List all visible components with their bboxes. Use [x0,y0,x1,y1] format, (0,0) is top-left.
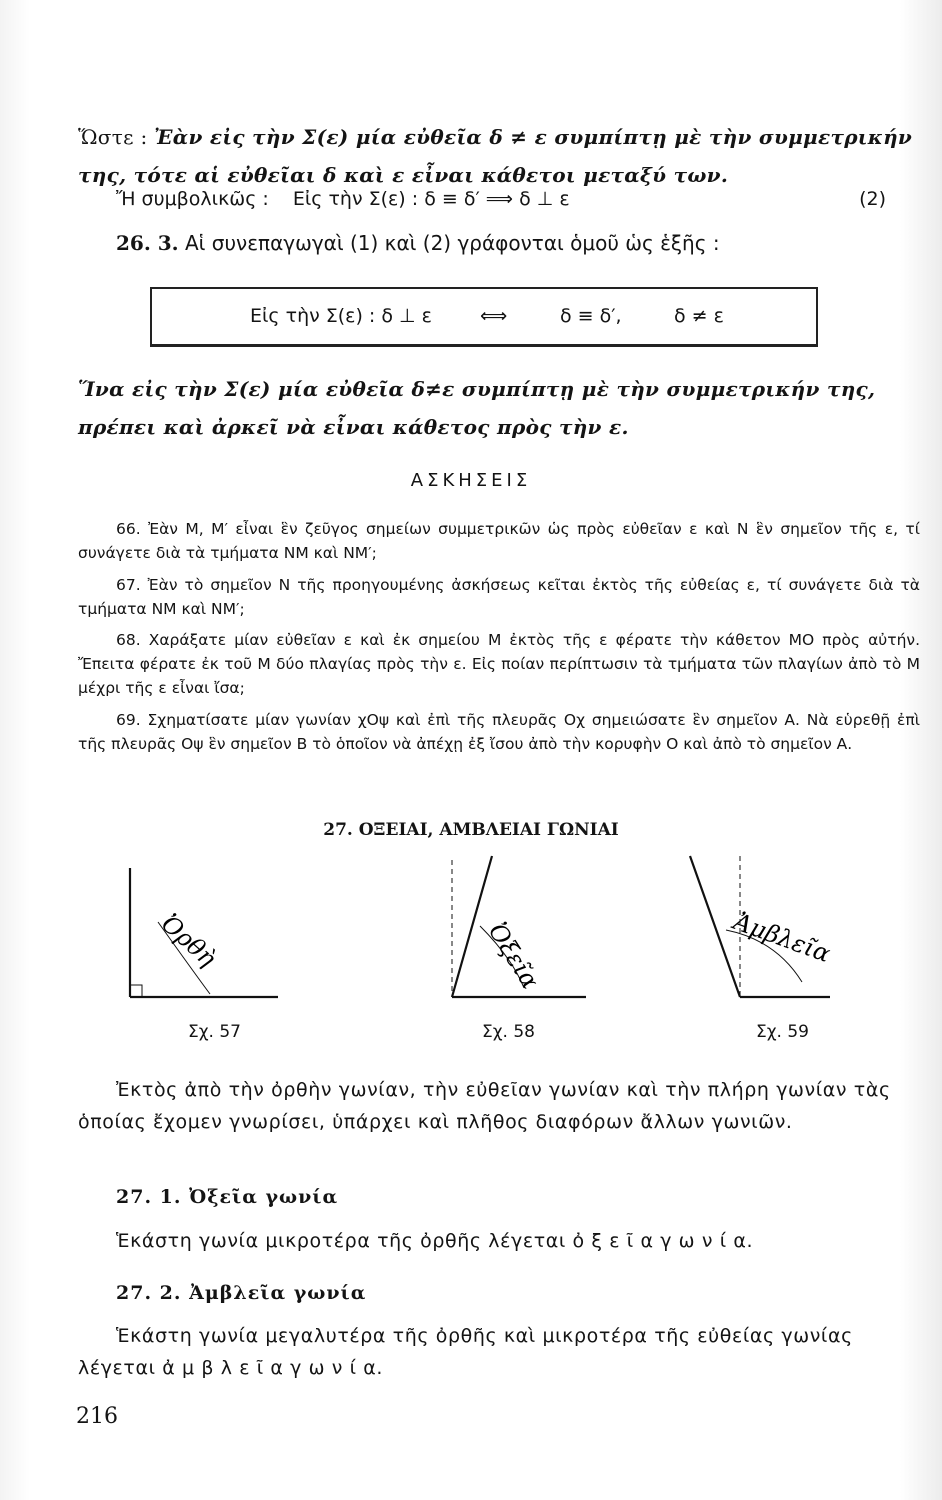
exercise-66: 66. Ἐὰν Μ, Μ′ εἶναι ἓν ζεῦγος σημείων συμμετρικῶν ὡς πρὸς εὐθεῖαν ε καὶ Ν ἓν σημεῖον τῆς ε, τί συνάγετε διὰ τὰ τμήματα ΝΜ καὶ ΝΜ′; [78,520,920,562]
exercise-67: 67. Ἐὰν τὸ σημεῖον Ν τῆς προηγουμένης ἀσκήσεως κεῖται ἐκτὸς τῆς εὐθείας ε, τί συνάγετε διὰ τὰ τμήματα ΝΜ καὶ ΝΜ′; [78,576,920,618]
intro-paragraph: Ἐκτὸς ἀπὸ τὴν ὀρθὴν γωνίαν, τὴν εὐθεῖαν γωνίαν καὶ τὴν πλήρη γωνίαν τὰς ὁποίας ἔχομεν γνωρίσει, ὑπάρχει καὶ πλῆθος διαφόρων ἄλλων γωνιῶν. [78,1079,891,1133]
theorem-statement [78,118,920,194]
fig58-label: Ὀξεῖα [482,918,545,994]
symbolic-line [116,188,886,218]
right-angle-marker [130,985,142,997]
exercise-69: 69. Σχηματίσατε μίαν γωνίαν χΟψ καὶ ἐπὶ τῆς πλευρᾶς Οχ σημειώσατε ἓν σημεῖον Α. Νὰ εὑρεθῇ ἐπὶ τῆς πλευρᾶς Οψ ἓν σημεῖον Β τὸ ὁποῖον νὰ ἀπέχῃ ἐξ ἴσου ἀπὸ τὴν κορυφὴν Ο καὶ ἀπὸ τὸ σημεῖον Α. [78,711,920,753]
theorem-text: Ἐὰν εἰς τὴν Σ(ε) μία εὐθεῖα δ ≠ ε συμπίπτῃ μὲ τὴν συμμετρικήν της, τότε αἱ εὐθεῖαι δ καὶ ε εἶναι κάθετοι μεταξύ των. [78,125,913,187]
equivalence-arrow: ⟺ [480,305,508,327]
subsection-27-1-text: Ἑκάστη γωνία μικροτέρα τῆς ὀρθῆς λέγεται ὀ ξ ε ῖ α γ ω ν ί α. [116,1230,754,1252]
symbolic-label: Ἤ συμβολικῶς : [116,188,269,210]
section-27-title: 27. ΟΞΕΙΑΙ, ΑΜΒΛΕΙΑΙ ΓΩΝΙΑΙ [323,820,619,840]
figure-57-right-angle [110,860,290,1010]
subsection-27-2-text: Ἑκάστη γωνία μεγαλυτέρα τῆς ὀρθῆς καὶ μικροτέρα τῆς εὐθείας γωνίας λέγεται ἀ μ β λ ε ῖ α γ ω ν ί α. [78,1325,853,1379]
conclusion-statement: Ἵνα εἰς τὴν Σ(ε) μία εὐθεῖα δ≠ε συμπίπτῃ μὲ τὴν συμμετρικήν της, πρέπει καὶ ἀρκεῖ νὰ εἶναι κάθετος πρὸς τὴν ε. [78,377,876,439]
symbolic-formula: Εἰς τὴν Σ(ε) : δ ≡ δ′ ⟹ δ ⊥ ε [292,188,570,210]
page-number: 216 [76,1404,118,1429]
fig59-label: Ἀμβλεῖα [729,907,834,969]
exercises-heading: ΑΣΚΗΣΕΙΣ [410,470,532,491]
figure-57-caption: Σχ. 57 [188,1022,242,1042]
section-number: 26. 3. [116,231,179,255]
section-26-3 [116,231,916,255]
boxed-equivalence [150,287,818,347]
figure-59-caption: Σχ. 59 [756,1022,810,1042]
figure-58-acute-angle [440,850,600,1010]
fig58-slanted-side [452,856,492,997]
figure-58-caption: Σχ. 58 [482,1022,536,1042]
box-part-1: Εἰς τὴν Σ(ε) : δ ⊥ ε [250,305,432,327]
fig57-label: Ὀρθὴ [155,909,222,973]
lead-in-word: Ὥστε : [78,125,155,149]
subsection-27-1-title: 27. 1. Ὀξεῖα γωνία [116,1186,339,1208]
box-part-2: δ ≡ δ′, [560,305,622,327]
subsection-27-2-title: 27. 2. Ἀμβλεῖα γωνία [116,1282,367,1304]
box-part-3: δ ≠ ε [674,305,724,327]
section-text: Αἱ συνεπαγωγαὶ (1) καὶ (2) γράφονται ὁμοῦ ὡς ἑξῆς : [185,231,720,255]
figure-59-obtuse-angle [680,850,840,1010]
exercise-68: 68. Χαράξατε μίαν εὐθεῖαν ε καὶ ἐκ σημείου Μ ἐκτὸς τῆς ε φέρατε τὴν κάθετον ΜΟ πρὸς αὐτήν. Ἔπειτα φέρατε ἐκ τοῦ Μ δύο πλαγίας πρὸς τὴν ε. Εἰς ποίαν περίπτωσιν τὰ τμήματα τῶν πλαγίων ἀπὸ τὸ Μ μέχρι τῆς ε εἶναι ἴσα; [78,631,920,697]
equation-number: (2) [859,188,886,210]
